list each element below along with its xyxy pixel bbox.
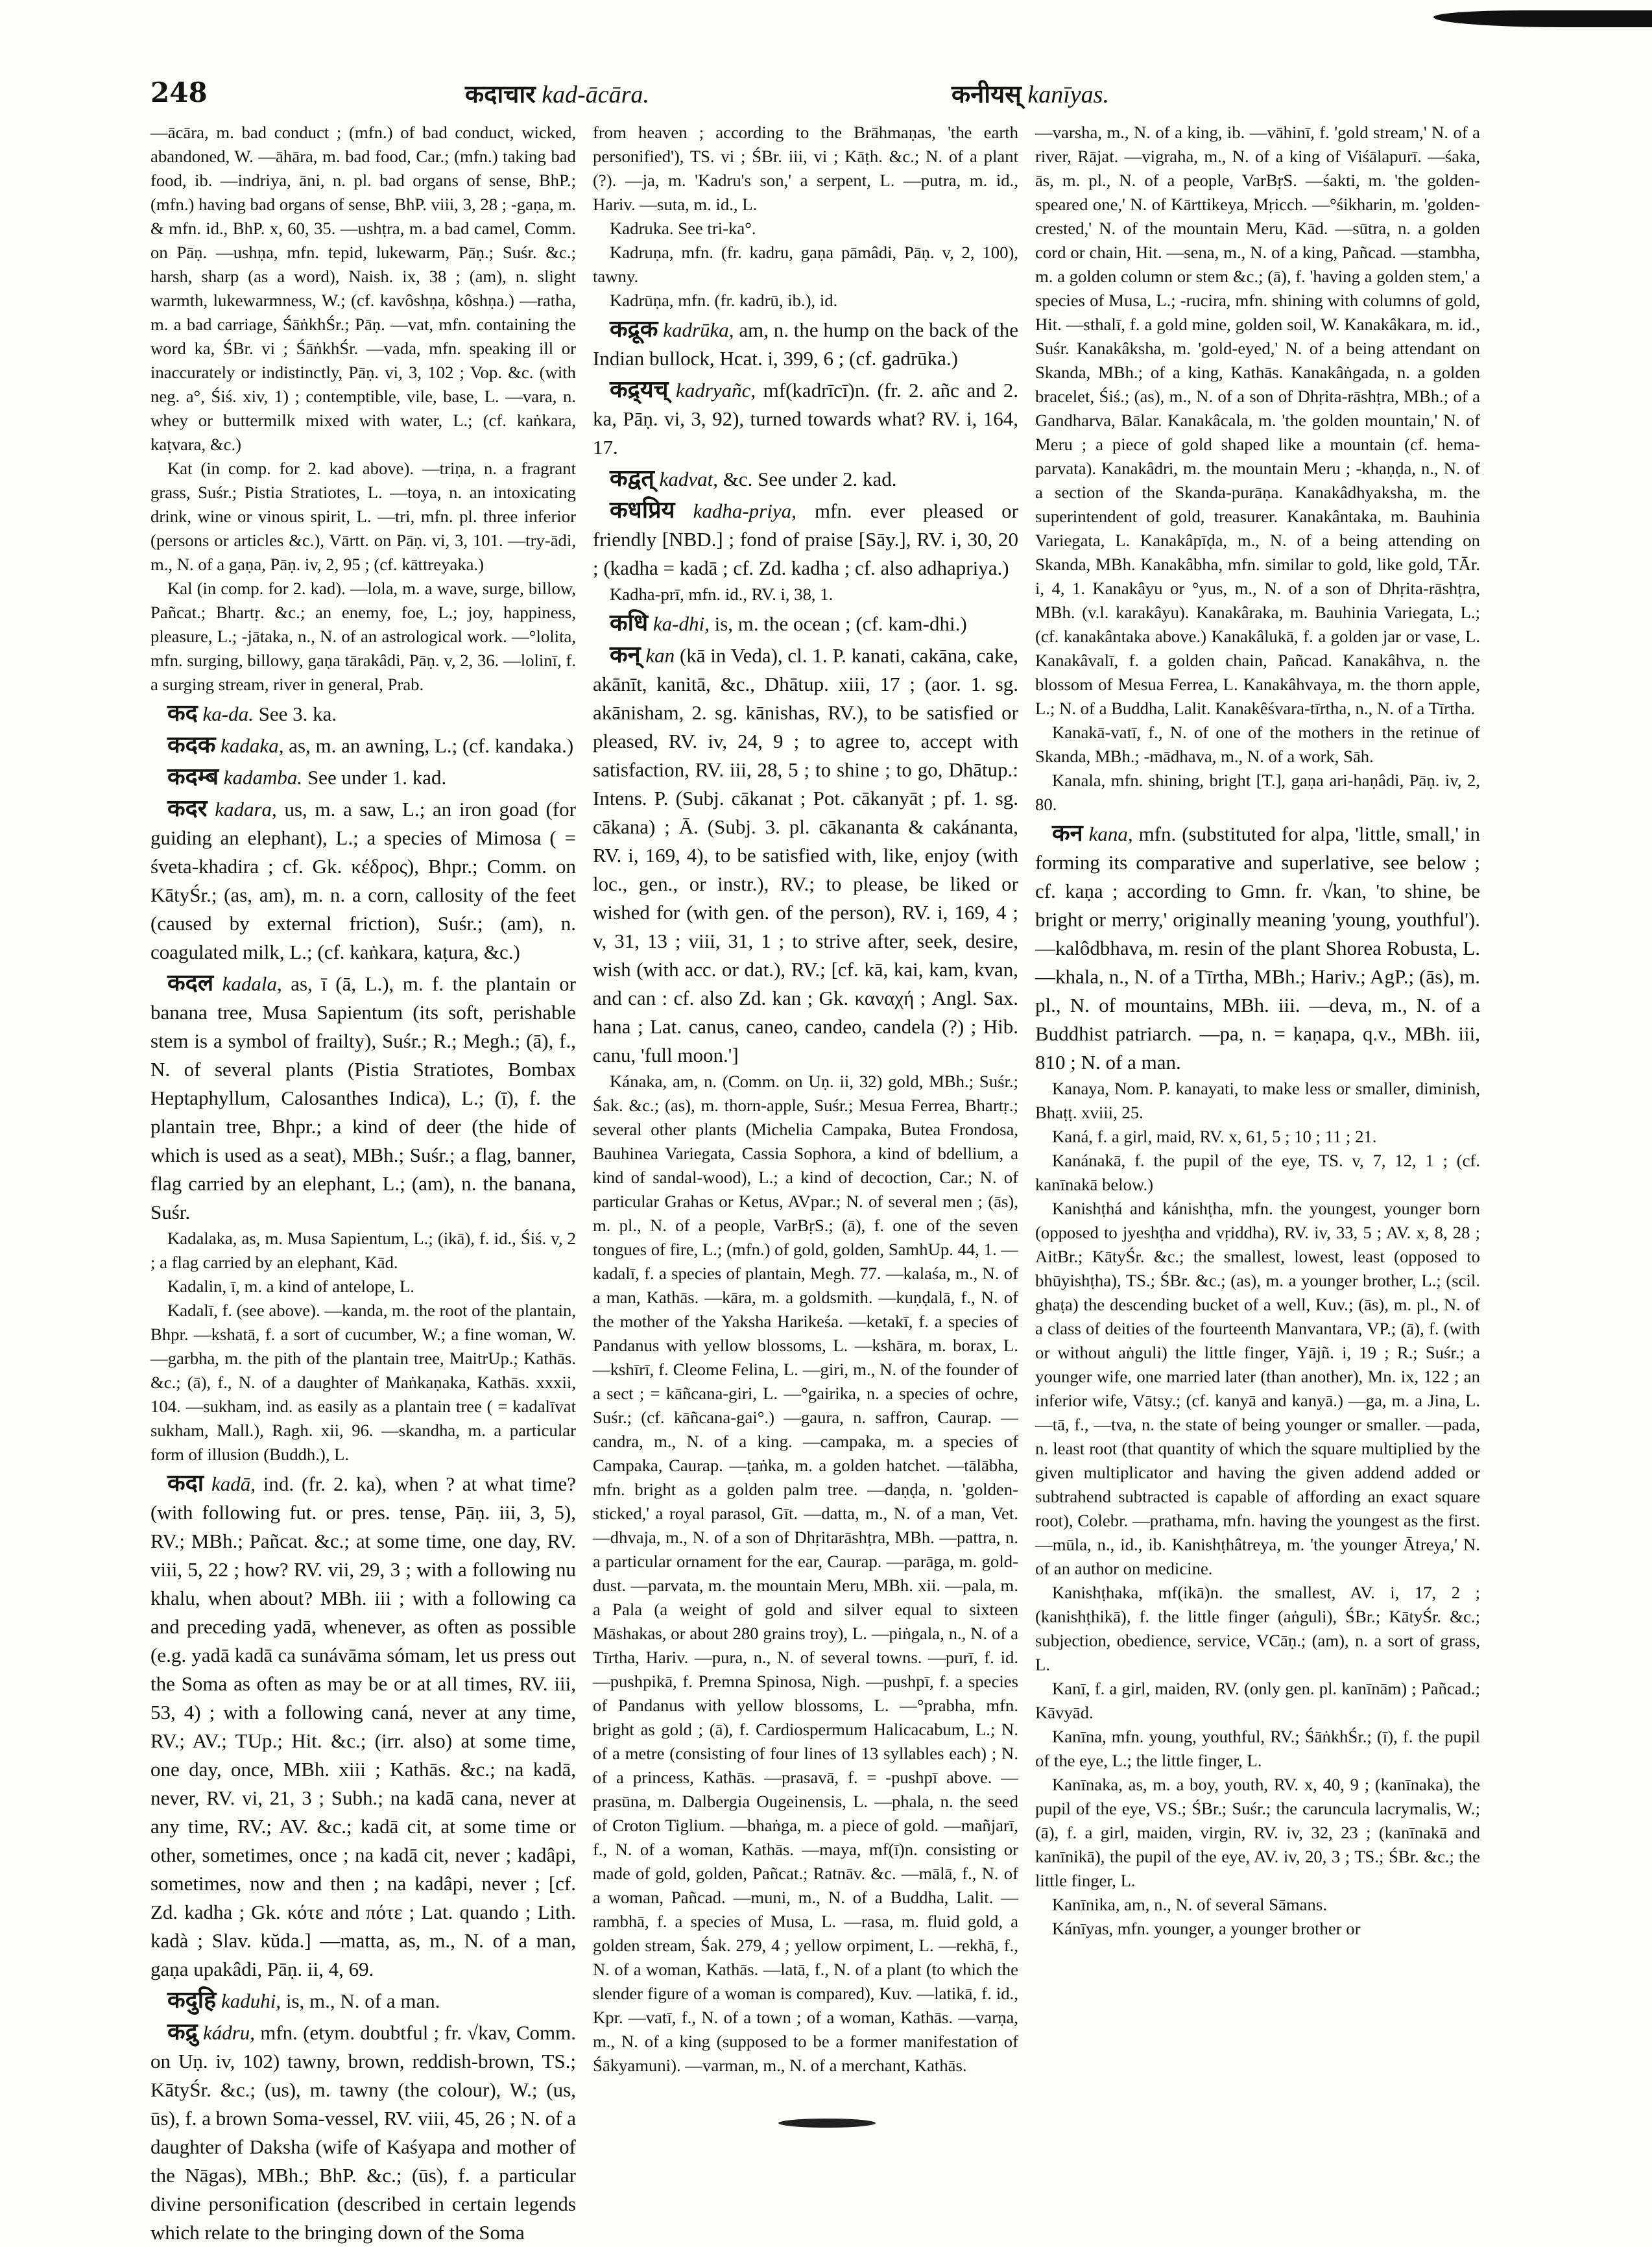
dictionary-entry: Kanishṭhaka, mf(ikā)n. the smallest, AV. i, 17, 2 ; (kanishṭhikā), f. the little finger (aṅguli), ŚBr.; KātyŚr. &c.; subjection, obedience, service, VCāṇ.; (am), n. a sort of grass, L.: [1035, 1583, 1480, 1674]
dictionary-entry: Kal (in comp. for 2. kad). —lola, m. a wave, surge, billow, Pañcat.; Bhartṛ. &c.; an enemy, foe, L.; joy, happiness, pleasure, L.; -jātaka, n., N. of an astrological work. —°lolita, mfn. surging, billowy, gaṇa tārakâdi, Pāṇ. v, 2, 36. —lolinī, f. a surging stream, river in general, Prab.: [150, 579, 576, 694]
entry-text: See 3. ka.: [253, 703, 337, 725]
dictionary-entry: Kanīnika, am, n., N. of several Sāmans.: [1052, 1895, 1327, 1914]
headword-devanagari: कदक: [167, 732, 216, 758]
entry-text: See under 1. kad.: [302, 766, 447, 789]
dictionary-entry: Kadruṇa, mfn. (fr. kadru, gaṇa pāmâdi, Pāṇ. v, 2, 100), tawny.: [593, 243, 1018, 286]
entry-text: mfn. (substituted for alpa, 'little, small,' in forming its comparative and superlative, see below ; cf. kaṇa ; according to Gmn. fr. √kan, 'to shine, be bright or merry,' originally meaning 'young, youthful'). —kalôdbhava, m. resin of the plant Shorea Robusta, L. —khala, n., N. of a Tīrtha, MBh.; Hariv.; AgP.; (ās), m. pl., N. of mountains, MBh. iii. —deva, m., N. of a Buddhist patriarch. —pa, n. = kaṇapa, q.v., MBh. iii, 810 ; N. of a man.: [1035, 823, 1480, 1074]
entry-text: am, n. the hump on the back of the Indian bullock, Hcat. i, 399, 6 ; (cf. gadrūka.): [593, 318, 1018, 370]
dictionary-entry: [593, 315, 1018, 373]
right-head-devanagari: कनीयस्: [952, 80, 1022, 108]
entry-text: mf(kadrīcī)n. (fr. 2. añc and 2. ka, Pāṇ. vi, 3, 92), turned towards what? RV. i, 164, 17.: [593, 379, 1019, 459]
headword-devanagari: कधप्रिय: [610, 497, 675, 523]
headword-devanagari: कद: [167, 700, 198, 727]
dictionary-entry: Kanala, mfn. shining, bright [T.], gaṇa ari-haṇâdi, Pāṇ. iv, 2, 80.: [1035, 771, 1480, 814]
running-header: [150, 77, 1480, 113]
entry-text: us, m. a saw, L.; an iron goad (for guiding an elephant), L.; a species of Mimosa ( = śveta-khadira ; cf. Gk. κέδρος), Bhpr.; Comm. on KātyŚr.; (as, am), m. n. a corn, callosity of the feet (caused by external friction), Suśr.; (am), n. coagulated milk, L.; (cf. kaṅkara, kaṭura, &c.): [150, 798, 577, 963]
dictionary-entry: Kanishṭhá and kánishṭha, mfn. the youngest, younger born (opposed to jyeshṭha and vṛiddha), RV. iv, 33, 5 ; AV. x, 8, 28 ; AitBr.; KātyŚr. &c.; the smallest, lowest, least (opposed to bhūyishṭha), TS.; ŚBr. &c.; (as), m. a younger brother, L.; (scil. ghaṭa) the descending bucket of a well, Kuv.; (ās), m. pl., N. of a class of deities of the fourteenth Manvantara, VP.; (ā), f. (with or without aṅguli) the little finger, Yājñ. i, 19 ; R.; Suśr.; a younger wife, one married later (than another), Mn. ix, 122 ; an inferior wife, Vātsy.; (cf. kanyā and kanyā.) —ga, m. a Jina, L. —tā, f., —tva, n. the state of being younger or smaller. —pada, n. least root (that quantity of which the square multiplied by the given multiplicator and having the given addend added or subtrahend subtracted is capable of affording an exact square root), Colebr. —prathama, mfn. having the youngest as the first. —mūla, n., id., ib. Kanishṭhâtreya, m. 'the younger Ātreya,' N. of an author on medicine.: [1035, 1199, 1480, 1578]
dictionary-column-2: [593, 121, 1018, 2093]
dictionary-entry: Kaná, f. a girl, maid, RV. x, 61, 5 ; 10 ; 11 ; 21.: [1052, 1127, 1377, 1146]
dictionary-entry: Kadrūṇa, mfn. (fr. kadrū, ib.), id.: [610, 291, 838, 310]
entry-text: mfn. ever pleased or friendly [NBD.] ; fond of praise [Sāy.], RV. i, 30, 20 ; (kadha = kadā ; cf. Zd. kadha ; cf. also adhapriya.): [593, 499, 1019, 579]
entry-text: is, m., N. of a man.: [281, 1989, 440, 2012]
headword-devanagari: कद्रूक: [610, 316, 658, 342]
entry-text: is, m. the ocean ; (cf. kam-dhi.): [709, 612, 967, 635]
dictionary-entry: Kánaka, am, n. (Comm. on Uṇ. ii, 32) gold, MBh.; Suśr.; Śak. &c.; (as), m. thorn-apple, Suśr.; Mesua Ferrea, Bhartṛ.; several other plants (Michelia Campaka, Butea Frondosa, Bauhinea Variegata, Cassia Sophora, a kind of bdellium, a kind of sandal-wood), L.; a kind of decoction, Car.; N. of particular Grahas or Ketus, AVpar.; N. of several men ; (ās), m. pl., N. of a people, VarBṛS.; (ā), f. one of the seven tongues of fire, L.; (mfn.) of gold, golden, SamhUp. 44, 1. —kadalī, f. a species of plantain, Megh. 77. —kalaśa, m., N. of a man, Kathās. —kāra, m. a goldsmith. —kuṇḍalā, f., N. of the mother of the Yaksha Harikeśa. —ketakī, f. a species of Pandanus with yellow blossoms, L. —kshāra, m. borax, L. —kshīrī, f. Cleome Felina, L. —giri, m., N. of the founder of a sect ; = kāñcana-giri, L. —°gairika, n. a species of ochre, Suśr.; (cf. kāñcana-gai°.) —gaura, n. saffron, Caurap. —candra, m., N. of a king. —campaka, m. a species of Campaka, Caurap. —ṭaṅka, m. a golden hatchet. —tālābha, mfn. bright as a golden palm tree. —daṇḍa, n. 'golden-sticked,' a royal parasol, Gīt. —datta, m., N. of a man, Vet. —dhvaja, m., N. of a son of Dhṛitarāshṭra, MBh. —pattra, n. a particular ornament for the ear, Caurap. —parāga, m. gold-dust. —parvata, m. the mountain Meru, MBh. xii. —pala, m. a Pala (a weight of gold and silver equal to sixteen Māshakas, or about 280 grains troy), L. —piṅgala, n., N. of a Tīrtha, Hariv. —pura, n., N. of several towns. —purī, f. id. —pushpikā, f. Premna Spinosa, Nigh. —pushpī, f. a species of Pandanus with yellow blossoms, L. —°prabha, mfn. bright as gold ; (ā), f. Cardiospermum Halicacabum, L.; N. of a metre (consisting of four lines of 13 syllables each) ; N. of a princess, Kathās. —prasavā, f. = -pushpī above. —prasūna, m. Dalbergia Ougeinensis, L. —phala, n. the seed of Croton Tiglium. —bhaṅga, m. a piece of gold. —mañjarī, f., N. of a woman, Kathās. —maya, mf(ī)n. consisting or made of gold, golden, Pañcat.; Ratnāv. &c. —mālā, f., N. of a woman, Pañcad. —muni, m., N. of a Buddha, Lalit. —rambhā, f. a species of Musa, L. —rasa, m. fluid gold, a golden stream, Śak. 279, 4 ; yellow orpiment, L. —rekhā, f., N. of a woman, Kathās. —latā, f., N. of a plant (to which the slender figure of a woman is compared), Kuv. —latikā, f. id., Kpr. —vatī, f., N. of a town ; of a woman, Kathās. —varṇa, m., N. of a king (supposed to be a former manifestation of Śākyamuni). —varman, m., N. of a merchant, Kathās.: [593, 1072, 1018, 2075]
headword-roman: kadryañc,: [676, 379, 756, 402]
headword-roman: kana,: [1088, 823, 1133, 845]
dictionary-column-1: [150, 121, 577, 2244]
right-head-roman: kanīyas.: [1027, 81, 1109, 108]
headword-devanagari: कदम्ब: [167, 763, 219, 790]
right-running-head: [952, 77, 1109, 110]
entry-text: mfn. (etym. doubtful ; fr. √kav, Comm. on Uṇ. iv, 102) tawny, brown, reddish-brown, TS.; KātyŚr. &c.; (us), m. tawny (the colour), W.; (us, ūs), f. a brown Soma-vessel, RV. viii, 45, 26 ; N. of a daughter of Daksha (wife of Kaśyapa and mother of the Nāgas), MBh.; BhP. &c.; (ūs), f. a particular divine personification (described in certain legends which relate to the bringing down of the Soma: [150, 2021, 577, 2244]
dictionary-entry: Kanánakā, f. the pupil of the eye, TS. v, 7, 12, 1 ; (cf. kanīnakā below.): [1035, 1151, 1480, 1194]
dictionary-entry: Kadalaka, as, m. Musa Sapientum, L.; (ikā), f. id., Śiś. v, 2 ; a flag carried by an elephant, Kād.: [150, 1229, 576, 1272]
dictionary-entry: Kanaya, Nom. P. kanayati, to make less or smaller, diminish, Bhaṭṭ. xviii, 25.: [1035, 1079, 1480, 1122]
scan-edge-mark: [1433, 10, 1652, 27]
headword-roman: ka-dhi,: [652, 612, 710, 635]
continued-entry: from heaven ; according to the Brāhmaṇas, 'the earth personified'), TS. vi ; ŚBr. iii, vi ; Kāṭh. &c.; N. of a plant (?). —ja, m. 'Kadru's son,' a serpent, L. —putra, m. id., Hariv. —suta, m. id., L.: [593, 123, 1018, 214]
headword-roman: kadamba.: [223, 766, 303, 789]
headword-devanagari: कधि: [610, 610, 649, 636]
continued-entry: —varsha, m., N. of a king, ib. —vāhinī, f. 'gold stream,' N. of a river, Rājat. —vigraha, m., N. of a king of Viśālapurī. —śaka, ās, m. pl., N. of a people, VarBṛS. —śakti, m. 'the golden-speared one,' N. of Kārttikeya, Mṛicch. —°śikharin, m. 'golden-crested,' N. of the mountain Meru, Kād. —sūtra, n. a golden cord or chain, Hit. —sena, m., N. of a king, Pañcad. —stambha, m. a golden column or stem &c.; (ā), f. 'having a golden stem,' a species of Musa, L.; -rucira, mfn. shining with columns of gold, Hit. —sthalī, f. a gold mine, golden soil, W. Kanakâkara, m. id., Suśr. Kanakâksha, m. 'gold-eyed,' N. of a being attendant on Skanda, MBh.; of a king, Kathās. Kanakâṅgada, n. a golden bracelet, Śiś.; (as), m., N. of a son of Dhṛita-rāshṭra, MBh.; of a Gandharva, Bālar. Kanakâcala, m. 'the golden mountain,' N. of Meru ; a piece of gold shaped like a mountain (cf. hema-parvata). Kanakâdri, m. the mountain Meru ; -khaṇḍa, n., N. of a section of the Skanda-purāṇa. Kanakâdhyaksha, m. the superintendent of gold, treasurer. Kanakântaka, m. Bauhinia Variegata, L. Kanakâpīḍa, m., N. of a being attending on Skanda, MBh. Kanakâbha, mfn. similar to gold, like gold, TĀr. i, 4, 1. Kanakâyu or °yus, m., N. of a son of Dhṛita-rāshṭra, MBh. (v.l. karakâyu). Kanakâraka, m. Bauhinia Variegata, L.; (cf. kanakântaka above.) Kanakâlukā, f. a golden jar or vase, L. Kanakâvalī, f. a golden chain, Pañcad. Kanakâhva, n. the blossom of Mesua Ferrea, L. Kanakâhvaya, m. the thorn apple, L.; N. of a Buddha, Lalit. Kanakêśvara-tīrtha, n., N. of a Tīrtha.: [1035, 123, 1480, 718]
headword-devanagari: कद्र्यच्: [610, 376, 669, 403]
dictionary-entry: Kadalī, f. (see above). —kanda, m. the root of the plantain, Bhpr. —kshatā, f. a sort of cucumber, W.; a fine woman, W. —garbha, m. the pith of the plantain tree, MaitrUp.; Kathās. &c.; (ā), f., N. of a daughter of Maṅkaṇaka, Kathās. xxxii, 104. —sukham, ind. as easily as a plantain tree ( = kadalīvat sukham, Mall.), Ragh. xii, 96. —skandha, m. a particular form of illusion (Buddh.), L.: [150, 1301, 576, 1464]
dictionary-entry: [150, 763, 576, 792]
dictionary-entry: Kanīna, mfn. young, youthful, RV.; ŚāṅkhŚr.; (ī), f. the pupil of the eye, L.; the little finger, L.: [1035, 1727, 1480, 1770]
entry-text: &c. See under 2. kad.: [718, 468, 897, 490]
entry-text: as, ī (ā, L.), m. f. the plantain or banana tree, Musa Sapientum (its soft, perishable stem is a symbol of frailty), Suśr.; R.; Megh.; (ā), f., N. of several plants (Pistia Stratiotes, Bombax Heptaphyllum, Calosanthes Indica), L.; (ī), f. the plantain tree, Bhpr.; a kind of deer (the hide of which is used as a seat), MBh.; Suśr.; a flag, banner, flag carried by an elephant, L.; (am), n. the banana, Suśr.: [150, 972, 576, 1223]
dictionary-entry: Kadha-prī, mfn. id., RV. i, 38, 1.: [610, 584, 833, 604]
dictionary-entry: [593, 609, 1018, 638]
dictionary-entry: [150, 2018, 576, 2247]
headword-roman: kan: [645, 644, 675, 667]
headword-roman: kadha-priya,: [693, 499, 796, 522]
headword-roman: kaduhi,: [221, 1989, 281, 2012]
headword-roman: kadala,: [222, 972, 282, 995]
headword-devanagari: कन: [1052, 820, 1083, 847]
dictionary-entry: [593, 641, 1018, 1070]
headword-roman: kádru,: [202, 2021, 256, 2044]
entry-text: ind. (fr. 2. ka), when ? at what time? (with following fut. or pres. tense, Pāṇ. iii, 3, 5), RV.; MBh.; Pañcat. &c.; at some time, one day, RV. viii, 5, 22 ; how? RV. vii, 29, 3 ; with a following nu khalu, when about? MBh. iii ; with a following ca and preceding yadā, whenever, as often as possible (e.g. yadā kadā ca sunávāma sómam, let us press out the Soma as often as may be or at all times, RV. iii, 53, 4) ; with a following caná, never at any time, RV.; AV.; TUp.; Hit. &c.; (irr. also) at some time, one day, once, MBh. xiii ; Kathās. &c.; na kadā, never, RV. vi, 21, 3 ; Subh.; na kadā cana, never at any time, RV.; AV. &c.; kadā cit, at some time or other, sometimes, once ; na kadā cit, never ; kadâpi, sometimes, now and then ; na kadâpi, never ; [cf. Zd. kadha ; Gk. κότε and πότε ; Lat. quando ; Lith. kadà ; Slav. kŭda.] —matta, as, m., N. of a man, gaṇa upakâdi, Pāṇ. ii, 4, 69.: [150, 1472, 576, 1980]
headword-devanagari: कदुहि: [167, 1987, 217, 2013]
dictionary-entry: Kánīyas, mfn. younger, a younger brother or: [1052, 1919, 1361, 1938]
left-head-roman: kad-ācāra.: [542, 81, 649, 108]
headword-roman: ka-da.: [202, 703, 254, 725]
headword-devanagari: कन्: [610, 642, 641, 668]
entry-text: as, m. an awning, L.; (cf. kandaka.): [283, 734, 574, 757]
entry-text: (kā in Veda), cl. 1. P. kanati, cakāna, cake, akānīt, kanitā, &c., Dhātup. xiii, 17 ; (aor. 1. sg. akānisham, 2. sg. kānishas, RV.), to be satisfied or pleased, RV. iv, 24, 9 ; to agree to, accept with satisfaction, RV. iii, 28, 5 ; to shine ; to go, Dhātup.: Intens. P. (Subj. cākanat ; Pot. cākanyāt ; pf. 1. sg. cākana) ; Ā. (Subj. 3. pl. cākananta & cakánanta, RV. i, 169, 4), to be satisfied with, like, enjoy (with loc., gen., or instr.), RV.; to please, be liked or wished for (with gen. of the person), RV. i, 169, 4 ; v, 31, 13 ; viii, 31, 1 ; to strive after, seek, desire, wish (with acc. or dat.), RV.; [cf. kā, kai, kam, kvan, and can : cf. also Zd. kan ; Gk. καναχή ; Angl. Sax. hana ; Lat. canus, caneo, candeo, candela (?) ; Hib. canu, 'full moon.']: [593, 644, 1019, 1066]
dictionary-entry: [593, 464, 1018, 494]
headword-roman: kadā,: [211, 1472, 256, 1495]
dictionary-entry: Kat (in comp. for 2. kad above). —triṇa, n. a fragrant grass, Suśr.; Pistia Stratiotes, L. —toya, n. an intoxicating drink, wine or vinous spirit, L. —tri, mfn. pl. three inferior (persons or articles &c.), Vārtt. on Pāṇ. vi, 3, 101. —try-ādi, m., N. of a gaṇa, Pāṇ. iv, 2, 95 ; (cf. kāttreyaka.): [150, 459, 576, 574]
headword-devanagari: कदर: [167, 795, 208, 822]
dictionary-entry: [150, 795, 576, 967]
headword-roman: kadaka,: [221, 734, 284, 757]
scan-edge-mark: [778, 2119, 876, 2128]
dictionary-entry: Kanī, f. a girl, maiden, RV. (only gen. pl. kanīnām) ; Pañcad.; Kāvyād.: [1035, 1679, 1480, 1722]
dictionary-entry: [1035, 819, 1480, 1077]
headword-roman: kadvat,: [659, 468, 719, 490]
dictionary-entry: Kanakā-vatī, f., N. of one of the mothers in the retinue of Skanda, MBh.; -mādhava, m., N. of a work, Sāh.: [1035, 723, 1480, 766]
dictionary-entry: [150, 731, 576, 760]
headword-devanagari: कदा: [167, 1470, 204, 1496]
dictionary-entry: [150, 1469, 576, 1984]
continued-entry: —ācāra, m. bad conduct ; (mfn.) of bad conduct, wicked, abandoned, W. —āhāra, m. bad food, Car.; (mfn.) taking bad food, ib. —indriya, āni, n. pl. bad organs of sense, BhP.; (mfn.) having bad organs of sense, BhP. viii, 3, 28 ; -gaṇa, m. & mfn. id., BhP. x, 60, 35. —ushṭra, m. a bad camel, Comm. on Pāṇ. —ushṇa, mfn. tepid, lukewarm, Pāṇ.; Suśr. &c.; harsh, sharp (as a word), Naish. ix, 38 ; (am), n. slight warmth, lukewarmness, W.; (cf. kavôshṇa, kôshṇa.) —ratha, m. a bad carriage, ŚāṅkhŚr.; Pāṇ. —vat, mfn. containing the word ka, ŚBr. vi ; ŚāṅkhŚr. —vada, mfn. speaking ill or inaccurately or indistinctly, Pāṇ. vi, 3, 102 ; Vop. &c. (with neg. a°, Śiś. xiv, 1) ; contemptible, vile, base, L. —vara, n. whey or buttermilk mixed with water, L.; (cf. kaṅkara, kaṭvara, &c.): [150, 123, 576, 454]
dictionary-entry: Kadalin, ī, m. a kind of antelope, L.: [167, 1277, 414, 1296]
dictionary-entry: [593, 376, 1018, 462]
dictionary-entry: [593, 496, 1018, 583]
dictionary-entry: Kadruka. See tri-ka°.: [610, 219, 756, 238]
dictionary-entry: [150, 969, 576, 1227]
headword-devanagari: कद्रु: [167, 2019, 198, 2045]
page-number: 248: [150, 77, 208, 108]
left-running-head: [465, 77, 649, 110]
dictionary-entry: [150, 1986, 576, 2015]
dictionary-entry: [150, 699, 576, 728]
headword-roman: kadara,: [215, 798, 277, 821]
left-head-devanagari: कदाचार: [465, 80, 536, 108]
headword-devanagari: कदल: [167, 970, 214, 996]
dictionary-entry: Kanīnaka, as, m. a boy, youth, RV. x, 40, 9 ; (kanīnaka), the pupil of the eye, VS.; ŚBr.; Suśr.; the caruncula lacrymalis, W.; (ā), f. a girl, maiden, virgin, RV. iv, 32, 23 ; (kanīnakā and kanīnikā), the pupil of the eye, AV. iv, 20, 3 ; TS.; ŚBr. &c.; the little finger, L.: [1035, 1775, 1480, 1890]
headword-devanagari: कद्वत्: [610, 465, 654, 492]
dictionary-column-3: [1035, 121, 1480, 2093]
headword-roman: kadrūka,: [663, 318, 734, 341]
